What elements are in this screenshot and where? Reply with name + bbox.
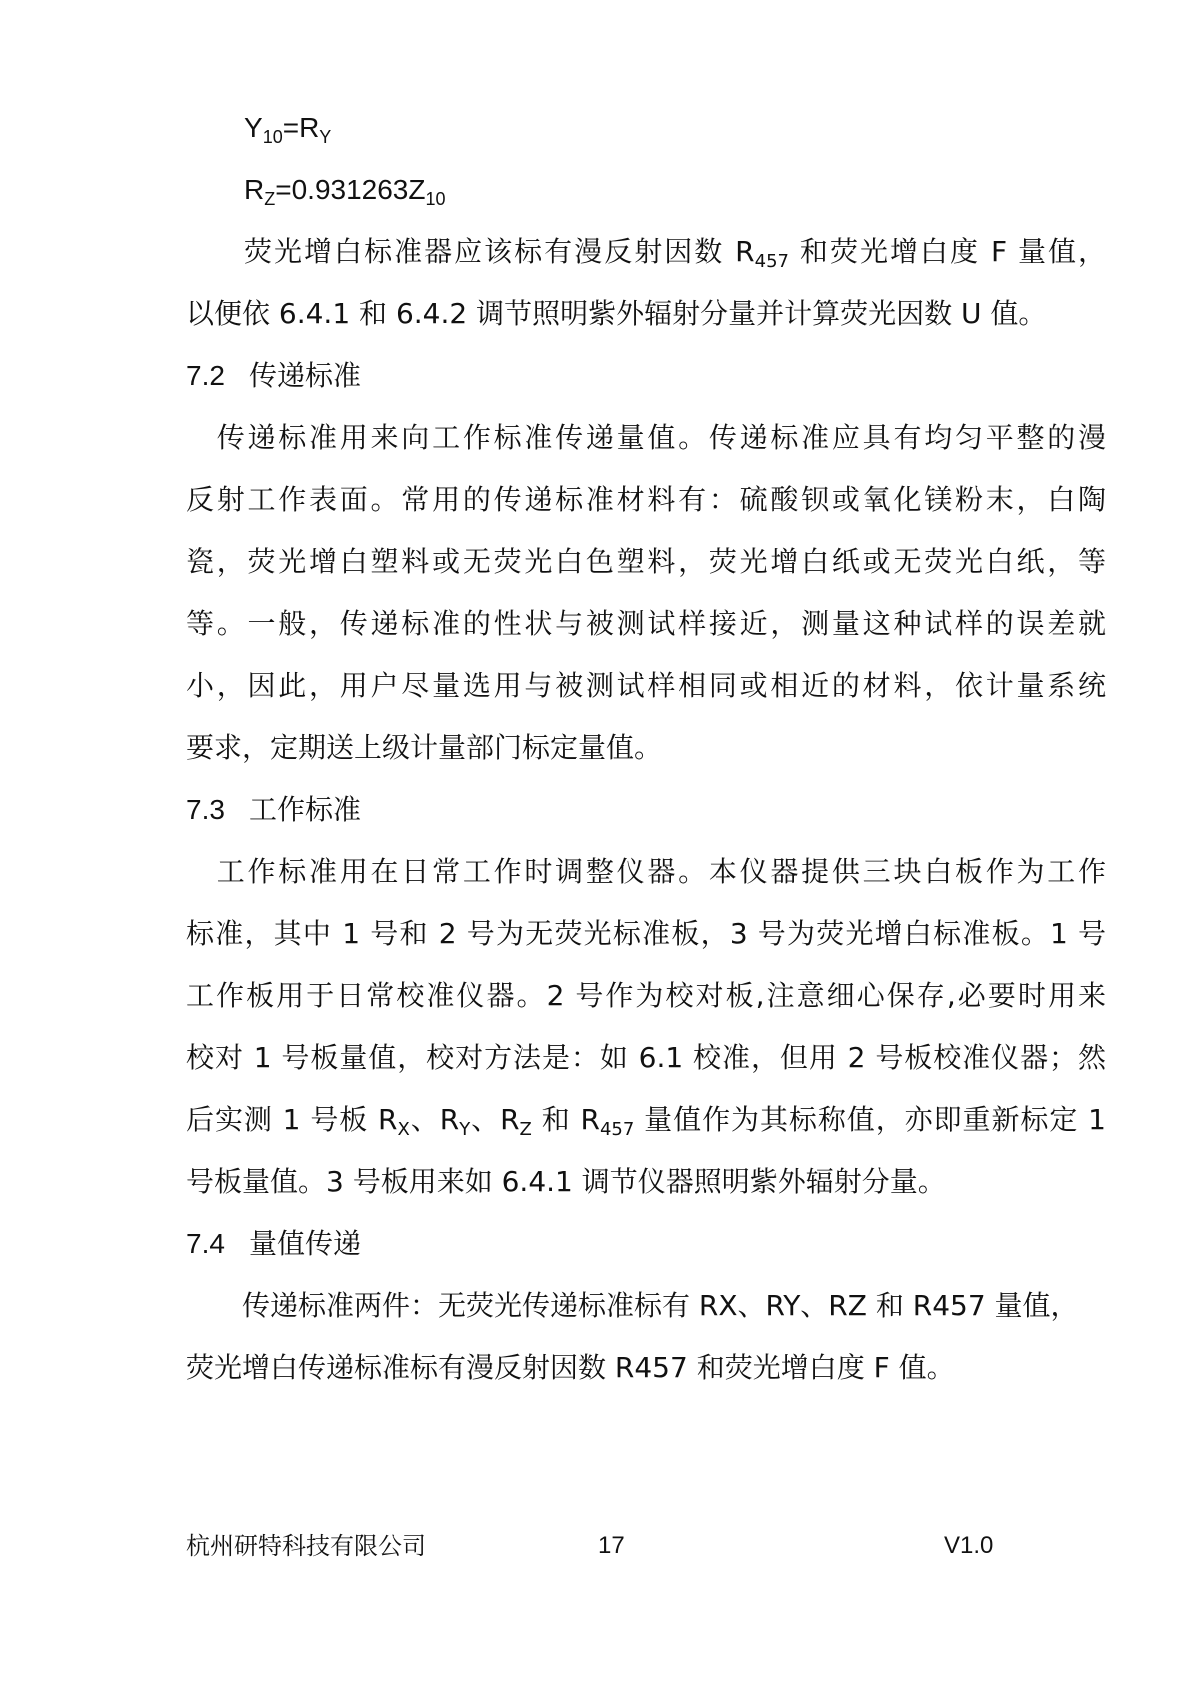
paragraph-line: 荧光增白标准器应该标有漫反射因数 $R_{457}$ 和荧光增白度 F 量值， (244, 235, 1107, 272)
paragraph-line: 反射工作表面。常用的传递标准材料有：硫酸钡或氧化镁粉末，白陶 (186, 483, 1106, 516)
paragraph-line: 荧光增白传递标准标有漫反射因数 R457 和荧光增白度 F 值。 (186, 1351, 955, 1384)
paragraph-line: 传递标准用来向工作标准传递量值。传递标准应具有均匀平整的漫 (186, 421, 1106, 454)
paragraph-line: 工作标准用在日常工作时调整仪器。本仪器提供三块白板作为工作 (186, 855, 1106, 888)
paragraph-line: 要求，定期送上级计量部门标定量值。 (186, 731, 663, 764)
paragraph-line: 以便依 6.4.1 和 6.4.2 调节照明紫外辐射分量并计算荧光因数 U 值。 (186, 297, 1047, 330)
paragraph-line: 传递标准两件：无荧光传递标准标有 RX、RY、RZ 和 R457 量值， (186, 1289, 1079, 1322)
paragraph-line: 标准，其中 1 号和 2 号为无荧光标准板，3 号为荧光增白标准板。1 号 (186, 917, 1106, 950)
paragraph-line: 校对 1 号板量值，校对方法是：如 6.1 校准，但用 2 号板校准仪器；然 (186, 1041, 1106, 1074)
paragraph-line: 工作板用于日常校准仪器。2 号作为校对板,注意细心保存,必要时用来 (186, 979, 1106, 1012)
paragraph-line: 小，因此，用户尽量选用与被测试样相同或相近的材料，依计量系统 (186, 669, 1106, 702)
section-heading-7-4: 7.4 量值传递 (186, 1227, 361, 1260)
footer-page-number: 17 (598, 1532, 625, 1559)
paragraph-line: 号板量值。3 号板用来如 6.4.1 调节仪器照明紫外辐射分量。 (186, 1165, 946, 1198)
formula-rz: $R_Z=0.931263Z_{10}$ (244, 174, 446, 209)
footer-company: 杭州研特科技有限公司 (186, 1532, 426, 1560)
paragraph-line: 后实测 1 号板 $R_X$、$R_Y$、$R_Z$ 和 $R_{457}$ 量值作为其标称值，亦即重新标定 1 (186, 1103, 1106, 1140)
paragraph-line: 等。一般，传递标准的性状与被测试样接近，测量这种试样的误差就 (186, 607, 1106, 640)
section-heading-7-3: 7.3 工作标准 (186, 793, 361, 826)
paragraph-line: 瓷，荧光增白塑料或无荧光白色塑料，荧光增白纸或无荧光白纸，等 (186, 545, 1106, 578)
formula-y10: $Y_{10}=R_Y$ (244, 112, 332, 147)
footer-version: V1.0 (944, 1532, 994, 1559)
section-heading-7-2: 7.2 传递标准 (186, 359, 361, 392)
